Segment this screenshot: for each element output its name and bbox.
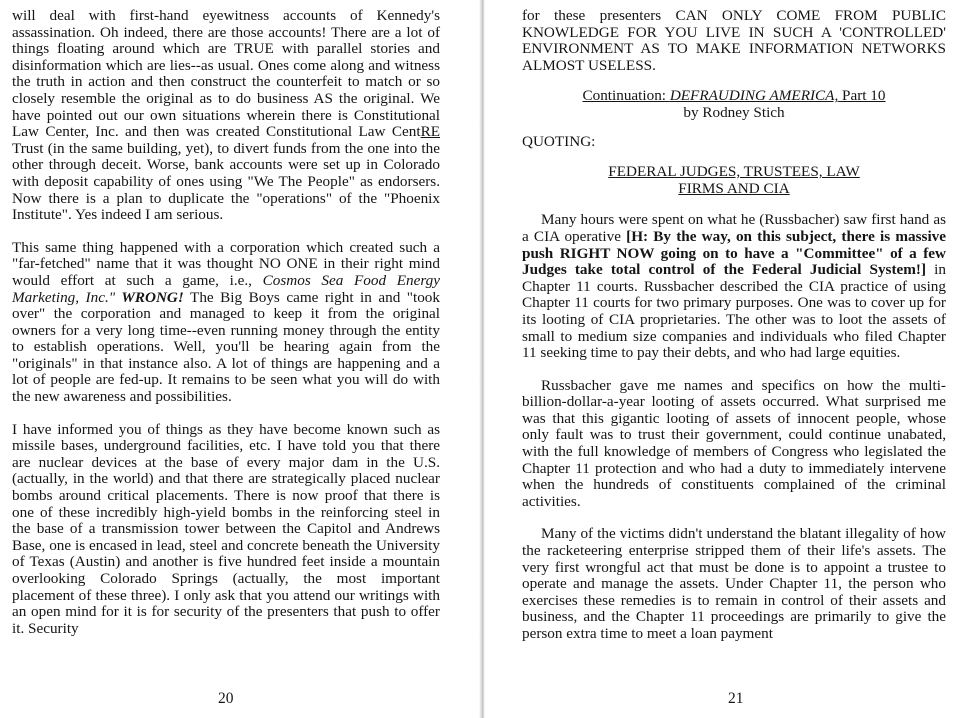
continuation-part: Part 10 [838, 87, 886, 105]
right-page-number: 21 [728, 690, 744, 707]
left-p1-underlined-re: RE [420, 123, 440, 141]
right-p2-bold-note: [H: By the way, on this subject, there is massive push RIGHT NOW going on to have a "Committee" of a few Judges take total control of the Federal Judicial System!] [522, 227, 946, 279]
section-heading-line-1: FEDERAL JUDGES, TRUSTEES, LAW [608, 163, 860, 181]
left-page [0, 0, 482, 718]
right-paragraph-4: Many of the victims didn't understand the blatant illegality of how the racketeering enterprise stripped them of their life's assets. The very first wrongful act that must be done is to appoint a trustee to operate and manage the assets. Under Chapter 11, the person who exercises these remedies is to remain in control of their assets and business, and the Chapter 11 proceedings are primarily to give the person extra time to meet a loan payment [522, 525, 946, 642]
left-text-column [12, 8, 440, 637]
left-page-number: 20 [218, 690, 234, 707]
continuation-title: DEFRAUDING AMERICA, [669, 87, 839, 105]
continuation-line [522, 88, 946, 105]
right-paragraph-3: Russbacher gave me names and specifics on how the multi-billion-dollar-a-year looting of assets occurred. What surprised me was that this gigantic looting of assets of innocent people, whose only fault was to trust their government, could continue unabated, with the full knowledge of members of Congress who legislated the Chapter 11 protection and who had a duty to immediately intervene when the hundreds of constituents complained of the criminal activities. [522, 376, 946, 510]
right-paragraph-1: for these presenters CAN ONLY COME FROM PUBLIC KNOWLEDGE FOR YOU LIVE IN SUCH A 'CONTROLLED' ENVIRONMENT AS TO MAKE INFORMATION NETWORKS ALMOST USELESS. [522, 7, 946, 74]
right-paragraph-2 [522, 212, 946, 361]
left-p2-wrong: WRONG! [115, 288, 184, 306]
right-text-column [522, 8, 946, 643]
byline: by Rodney Stich [683, 103, 785, 121]
quoting-label: QUOTING: [522, 132, 596, 150]
right-page [484, 0, 966, 718]
right-p2-text-a: Many hours were spent on what he (Russbacher) saw first hand as a CIA operative [522, 211, 946, 245]
left-p2-company-name: Cosmos Sea Food Energy Marketing, Inc." [12, 271, 440, 306]
section-heading-line-2: FIRMS AND CIA [678, 179, 790, 197]
left-p1-text-b: Trust (in the same building, yet), to divert funds from the one into the other through deceit. Worse, bank accounts were set up in Colorado with deposit capability of ones using "We The People" as endorsers. Now there is a plan to duplicate the "operations" of the "Phoenix Institute". Yes indeed I am serious. [12, 139, 440, 224]
left-paragraph-1 [12, 8, 440, 224]
left-paragraph-3: I have informed you of things as they have become known such as missile bases, underground facilities, etc. I have told you that there are nuclear devices at the base of every major dam in the U.S. (actually, in the world) and that there are strategically placed nuclear bombs around critical placements. There is now proof that there is one of these incredibly high-yield bombs in the reinforcing steel in the base of a transmission tower between the Capitol and Andrews Base, one is encased in lead, steel and concrete beneath the University of Texas (Austin) and another is five hundred feet inside a mountain overlooking Colorado Springs (actually, the most important placement of these three). I only ask that you attend our writings with an open mind for it is for security of the presenters that push to offer it. Security [12, 420, 440, 637]
left-paragraph-2 [12, 240, 440, 406]
left-p2-text-a: This same thing happened with a corporation which created such a "far-fetched" name that it was thought NO ONE in their right mind would effort at such a game, i.e., [12, 238, 440, 289]
right-p2-text-b: in Chapter 11 courts. Russbacher described the CIA practice of using Chapter 11 courts for two primary purposes. One was to cover up for its looting of CIA proprietaries. The other was to loot the assets of small to medium size companies and individuals who filed Chapter 11 seeking time to pay their debts, and who had large equities. [522, 261, 946, 362]
left-p2-text-b: The Big Boys came right in and "took over" the corporation and managed to keep it from the original owners for a very long time--even running money through the entity to establish operations. Well, you'll be hearing again from the "originals" in that instance also. A lot of things are happening and a lot of people are fed-up. It remains to be seen what you will do with the new awareness and possibilities. [12, 288, 440, 406]
left-p1-text-a: will deal with first-hand eyewitness accounts of Kennedy's assassination. Oh indeed, there are those accounts! There are a lot of things floating around which are TRUE with parallel stories and disinformation which are lies--as usual. Ones come along and witness the truth in action and then construct the counterfeit to match or so closely resemble the original as to do business AS the original. We have pointed out our own situations wherein there is Constitutional Law Center, Inc. and then was created Constitutional Law Cent [12, 7, 440, 141]
continuation-label: Continuation: [582, 87, 670, 105]
